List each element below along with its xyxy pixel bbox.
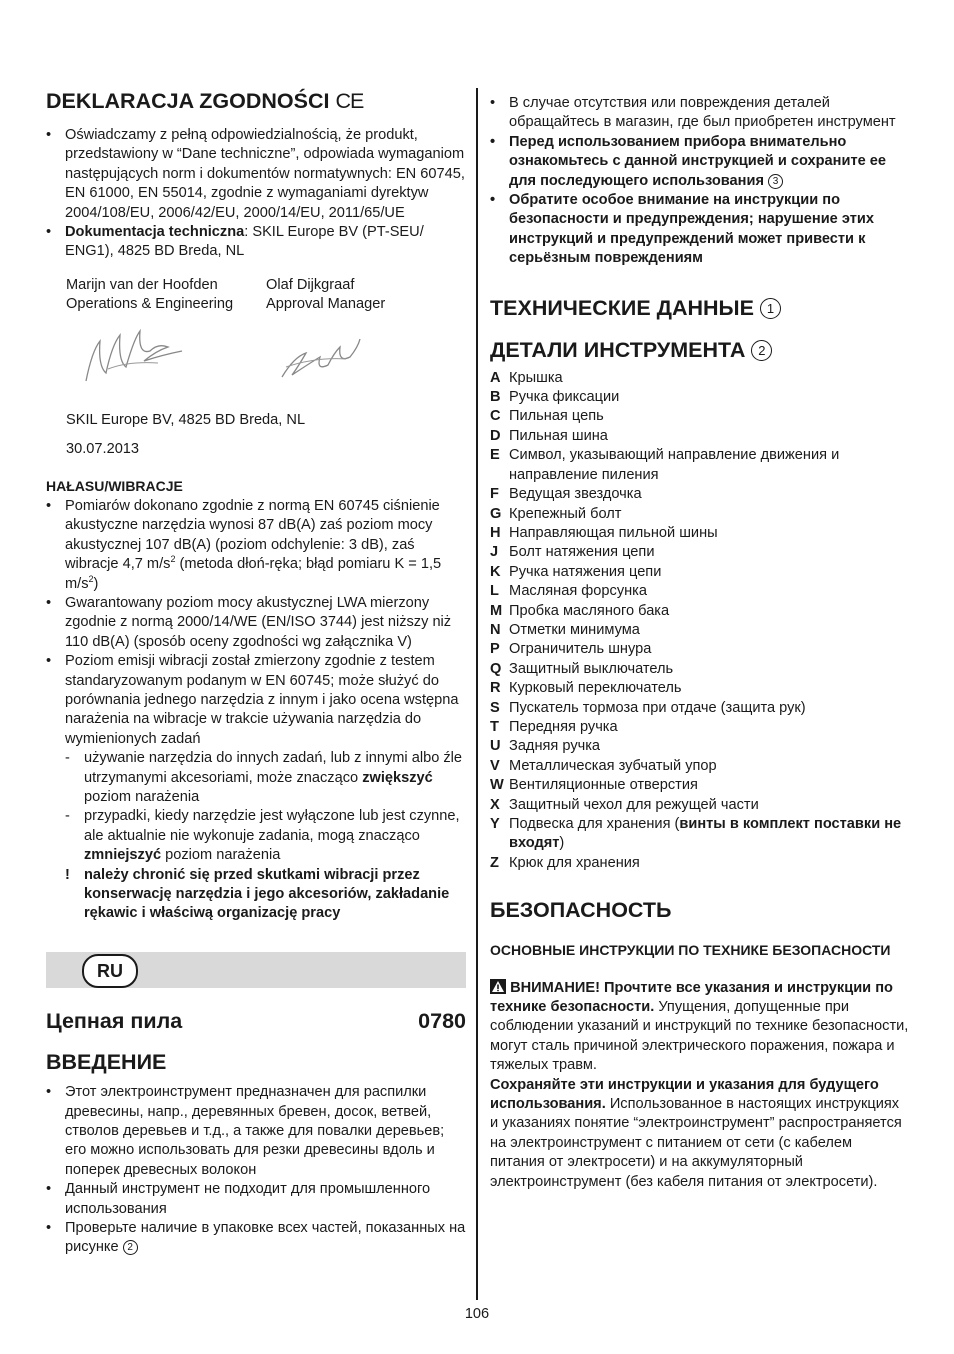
list-item	[490, 815, 910, 854]
part-label: Задняя ручка	[509, 738, 601, 755]
part-label: Вентиляционные отверстия	[509, 777, 698, 794]
list-item	[490, 621, 910, 640]
part-y-a: Подвеска для хранения (	[509, 816, 680, 832]
part-label: Защитный чехол для режущей части	[509, 796, 759, 813]
warning-rest: Упущения, допущенные при соблюдении указаний и инструкций по технике безопасности, могут сталь причиной электрического поражения, пожара и тяжелых травм.	[490, 999, 909, 1074]
part-label: Крепежный болт	[509, 505, 622, 522]
part-label: Передняя ручка	[509, 718, 618, 735]
list-item	[490, 796, 910, 815]
part-label: Ведущая звездочка	[509, 486, 642, 503]
part-label: Ручка натяжения цепи	[509, 563, 662, 580]
part-key: S	[490, 699, 500, 716]
noise-dash-2	[46, 807, 466, 865]
product-name: Цепная пила	[46, 1008, 183, 1033]
parts-heading	[490, 337, 910, 363]
dash-1-a: używanie narzędzia do innych zadań, lub z innymi albo źle utrzymanymi akcesoriami, może znacząco	[84, 750, 463, 786]
part-label: Ручка фиксации	[509, 389, 620, 406]
list-item	[490, 446, 910, 485]
list-item	[490, 407, 910, 426]
figure-ref-badge: 2	[751, 340, 772, 361]
vibration-warning: ! należy chronić się przed skutkami wibracji przez konserwację narzędzia i jego akcesoriów, zakładanie rękawic i właściwą organizację pracy	[46, 866, 466, 924]
list-item	[490, 699, 910, 718]
part-label: Болт натяжения цепи	[509, 544, 655, 561]
intro-heading: ВВЕДЕНИЕ	[46, 1050, 167, 1075]
part-key: T	[490, 718, 499, 735]
company-address: SKIL Europe BV, 4825 BD Breda, NL	[66, 411, 306, 428]
list-item	[490, 427, 910, 446]
part-key: K	[490, 563, 501, 580]
keep-bold: Сохраняйте эти инструкции и указания для будущего использования.	[490, 1076, 879, 1113]
part-key: Y	[490, 816, 500, 832]
tech-doc-text	[46, 223, 466, 262]
safety-subheading: ОСНОВНЫЕ ИНСТРУКЦИИ ПО ТЕХНИКЕ БЕЗОПАСНОСТИ	[490, 942, 891, 959]
dash-1-b: zwiększyć	[362, 769, 433, 786]
part-label: Пускатель тормоза при отдаче (защита рук)	[509, 699, 806, 716]
list-item	[490, 679, 910, 698]
part-label: Отметки минимума	[509, 621, 640, 638]
part-label: Крюк для хранения	[509, 854, 640, 871]
intro-item-5-text: Перед использованием прибора внимательно ознакомьтесь с данной инструкцией и сохраните ее для последующего использования	[509, 133, 887, 189]
list-item	[490, 757, 910, 776]
intro-item-3-text: Проверьте наличие в упаковке всех частей, показанных на рисунке	[65, 1220, 466, 1256]
signer-name-2: Olaf Dijkgraaf	[266, 276, 355, 293]
part-label: Пильная цепь	[509, 408, 604, 425]
part-key: A	[490, 369, 501, 386]
tech-data-heading	[490, 295, 910, 321]
tech-data-title: ТЕХНИЧЕСКИЕ ДАННЫЕ	[490, 295, 754, 320]
dash-2-c: poziom narażenia	[161, 847, 281, 864]
part-key: B	[490, 389, 501, 406]
part-label: Направляющая пильной шины	[509, 524, 718, 541]
parts-list	[490, 369, 910, 815]
signature-block-1	[46, 276, 266, 407]
intro-item-5	[490, 133, 910, 191]
noise-item-3: • Poziom emisji wibracji został zmierzony zgodnie z testem standaryzowanym podanym w EN 60745; może służyć do porównania jednego narzędzia z innym i jako ocena wstępna narażenia na wibracje w trakcie używania narzędzia do wymienionych zadań	[46, 652, 466, 749]
dash-2-b: zmniejszyć	[84, 847, 162, 864]
list-item	[490, 505, 910, 524]
intro-item-3	[46, 1219, 466, 1258]
dash-1-c: poziom narażenia	[84, 788, 200, 805]
ce-mark-icon: CE	[335, 89, 364, 113]
part-key: G	[490, 505, 502, 522]
list-item	[490, 602, 910, 621]
language-badge: RU	[82, 954, 138, 988]
part-key: H	[490, 524, 501, 541]
superscript: 2	[88, 573, 94, 584]
declaration-text: • Oświadczamy z pełną odpowiedzialnością, że produkt, przedstawiony w “Dane techniczne”, odpowiada wymaganiom następujących norm i dokumentów normatywnych: EN 60745, EN 61000, EN 55014, zgodnie z wymaganiami dyrektyw 2004/108/EU, 2006/42/EU, 2000/14/EU, 2011/65/UE	[46, 126, 466, 223]
page-number: 106	[464, 1306, 490, 1322]
signatures	[46, 276, 466, 407]
figure-ref-badge: 1	[760, 298, 781, 319]
part-key: E	[490, 447, 500, 464]
part-key: R	[490, 680, 501, 697]
part-key: C	[490, 408, 501, 425]
handwritten-signature-1	[66, 315, 266, 407]
noise-heading: HAŁASU/WIBRACJE	[46, 478, 183, 495]
list-item	[490, 388, 910, 407]
intro-item-4: • В случае отсутствия или повреждения деталей обращайтесь в магазин, где был приобретен инструмент	[490, 94, 910, 133]
superscript: 2	[170, 554, 176, 565]
part-key: X	[490, 796, 500, 813]
safety-keep	[490, 1076, 910, 1192]
part-key: F	[490, 486, 499, 503]
list-item	[490, 543, 910, 562]
declaration-title: DEKLARACJA ZGODNOŚCI	[46, 89, 330, 113]
part-label: Пробка масляного бака	[509, 602, 670, 619]
list-item	[490, 660, 910, 679]
safety-heading: БЕЗОПАСНОСТЬ	[490, 898, 672, 923]
part-y-b: винты в комплект поставки не входят	[509, 816, 902, 852]
tech-doc-value: : SKIL Europe BV (PT-SEU/ ENG1), 4825 BD Breda, NL	[65, 224, 424, 260]
list-item	[490, 485, 910, 504]
signer-name-1: Marijn van der Hoofden	[66, 276, 218, 293]
list-item	[490, 369, 910, 388]
list-item	[490, 582, 910, 601]
part-key: D	[490, 427, 501, 444]
part-key: V	[490, 757, 500, 774]
noise-item-1	[46, 497, 466, 594]
part-key: L	[490, 583, 499, 600]
right-column	[490, 94, 910, 1192]
noise-item-1-b: (metoda dłoń-ręka; błąd pomiaru K = 1,5 m/s	[65, 556, 442, 592]
part-key: W	[490, 777, 504, 794]
list-item	[490, 563, 910, 582]
noise-dash-1	[46, 749, 466, 807]
handwritten-signature-2	[266, 315, 466, 407]
figure-ref-badge: 3	[768, 174, 783, 189]
left-column	[46, 88, 466, 1258]
part-key: N	[490, 621, 501, 638]
part-label: Символ, указывающий направление движения и направление пиления	[509, 447, 840, 483]
part-label: Крышка	[509, 369, 563, 386]
signer-role-1: Operations & Engineering	[66, 296, 234, 313]
warning-bold: ВНИМАНИЕ! Прочтите все указания и инструкции по технике безопасности.	[490, 979, 893, 1016]
declaration-date: 30.07.2013	[66, 441, 140, 458]
noise-item-1-c: )	[93, 575, 99, 592]
part-label: Металлическая зубчатый упор	[509, 757, 717, 774]
dash-2-a: przypadki, kiedy narzędzie jest wyłączone lub jest czynne, ale aktualnie nie wykonuje zadania, mogą znacząco	[84, 808, 460, 844]
list-item	[490, 718, 910, 737]
part-y-c: )	[559, 835, 565, 852]
intro-item-6: • Обратите особое внимание на инструкции по безопасности и предупреждения; нарушение этих инструкций и предупреждений может привести к серьёзным повреждениям	[490, 191, 910, 269]
part-key: P	[490, 641, 500, 658]
part-key: M	[490, 602, 503, 619]
product-title-row	[46, 1008, 466, 1033]
warning-triangle-icon	[490, 979, 506, 994]
tech-doc-label: Dokumentacja techniczna	[65, 224, 245, 241]
list-item	[490, 854, 910, 873]
part-label: Масляная форсунка	[509, 583, 647, 600]
part-label: Ограничитель шнура	[509, 641, 652, 658]
figure-ref-badge: 2	[123, 1240, 138, 1255]
part-key: Q	[490, 660, 502, 677]
list-item	[490, 737, 910, 756]
part-key: U	[490, 738, 501, 755]
list-item	[490, 524, 910, 543]
keep-rest: Использованное в настоящих инструкциях и указаниях понятие “электроинструмент” распространяется на электроинструмент с питанием от сети (с кабелем питания от электросети) и на аккумуляторный электроинструмент (без кабеля питания от электросети).	[490, 1096, 902, 1190]
list-item	[490, 776, 910, 795]
language-bar	[46, 952, 466, 988]
part-label: Курковый переключатель	[509, 680, 682, 697]
part-key: Z	[490, 854, 499, 871]
intro-item-1: • Этот электроинструмент предназначен для распилки древесины, напр., деревянных бревен, досок, ветвей, стволов деревьев и т.д., а также для повалки деревьев; его можно использовать для резки древесины вдоль и поперек древесных волокон	[46, 1083, 466, 1180]
noise-item-2: • Gwarantowany poziom mocy akustycznej LWA mierzony zgodnie z normą 2000/14/WE (EN/ISO 3744) jest niższy niż 110 dB(A) (sposób oceny zgodności wg załącznika V)	[46, 594, 466, 652]
part-label: Защитный выключатель	[509, 660, 674, 677]
signature-block-2	[266, 276, 466, 407]
part-label	[509, 815, 910, 854]
part-key: J	[490, 544, 499, 561]
declaration-heading	[46, 88, 466, 114]
signer-role-2: Approval Manager	[266, 296, 386, 313]
intro-item-2: • Данный инструмент не подходит для промышленного использования	[46, 1180, 466, 1219]
noise-item-1-a: Pomiarów dokonano zgodnie z normą EN 60745 ciśnienie akustyczne narzędzia wynosi 87 dB(A) zaś poziom mocy akustycznej 107 dB(A) (poziom odchylenie: 3 dB), zaś wibracje 4,7 m/s	[65, 497, 440, 573]
safety-warning	[490, 979, 910, 1076]
parts-title: ДЕТАЛИ ИНСТРУМЕНТА	[490, 337, 746, 362]
part-label: Пильная шина	[509, 427, 608, 444]
column-divider	[476, 88, 478, 1300]
list-item	[490, 640, 910, 659]
product-code: 0780	[418, 1008, 466, 1033]
